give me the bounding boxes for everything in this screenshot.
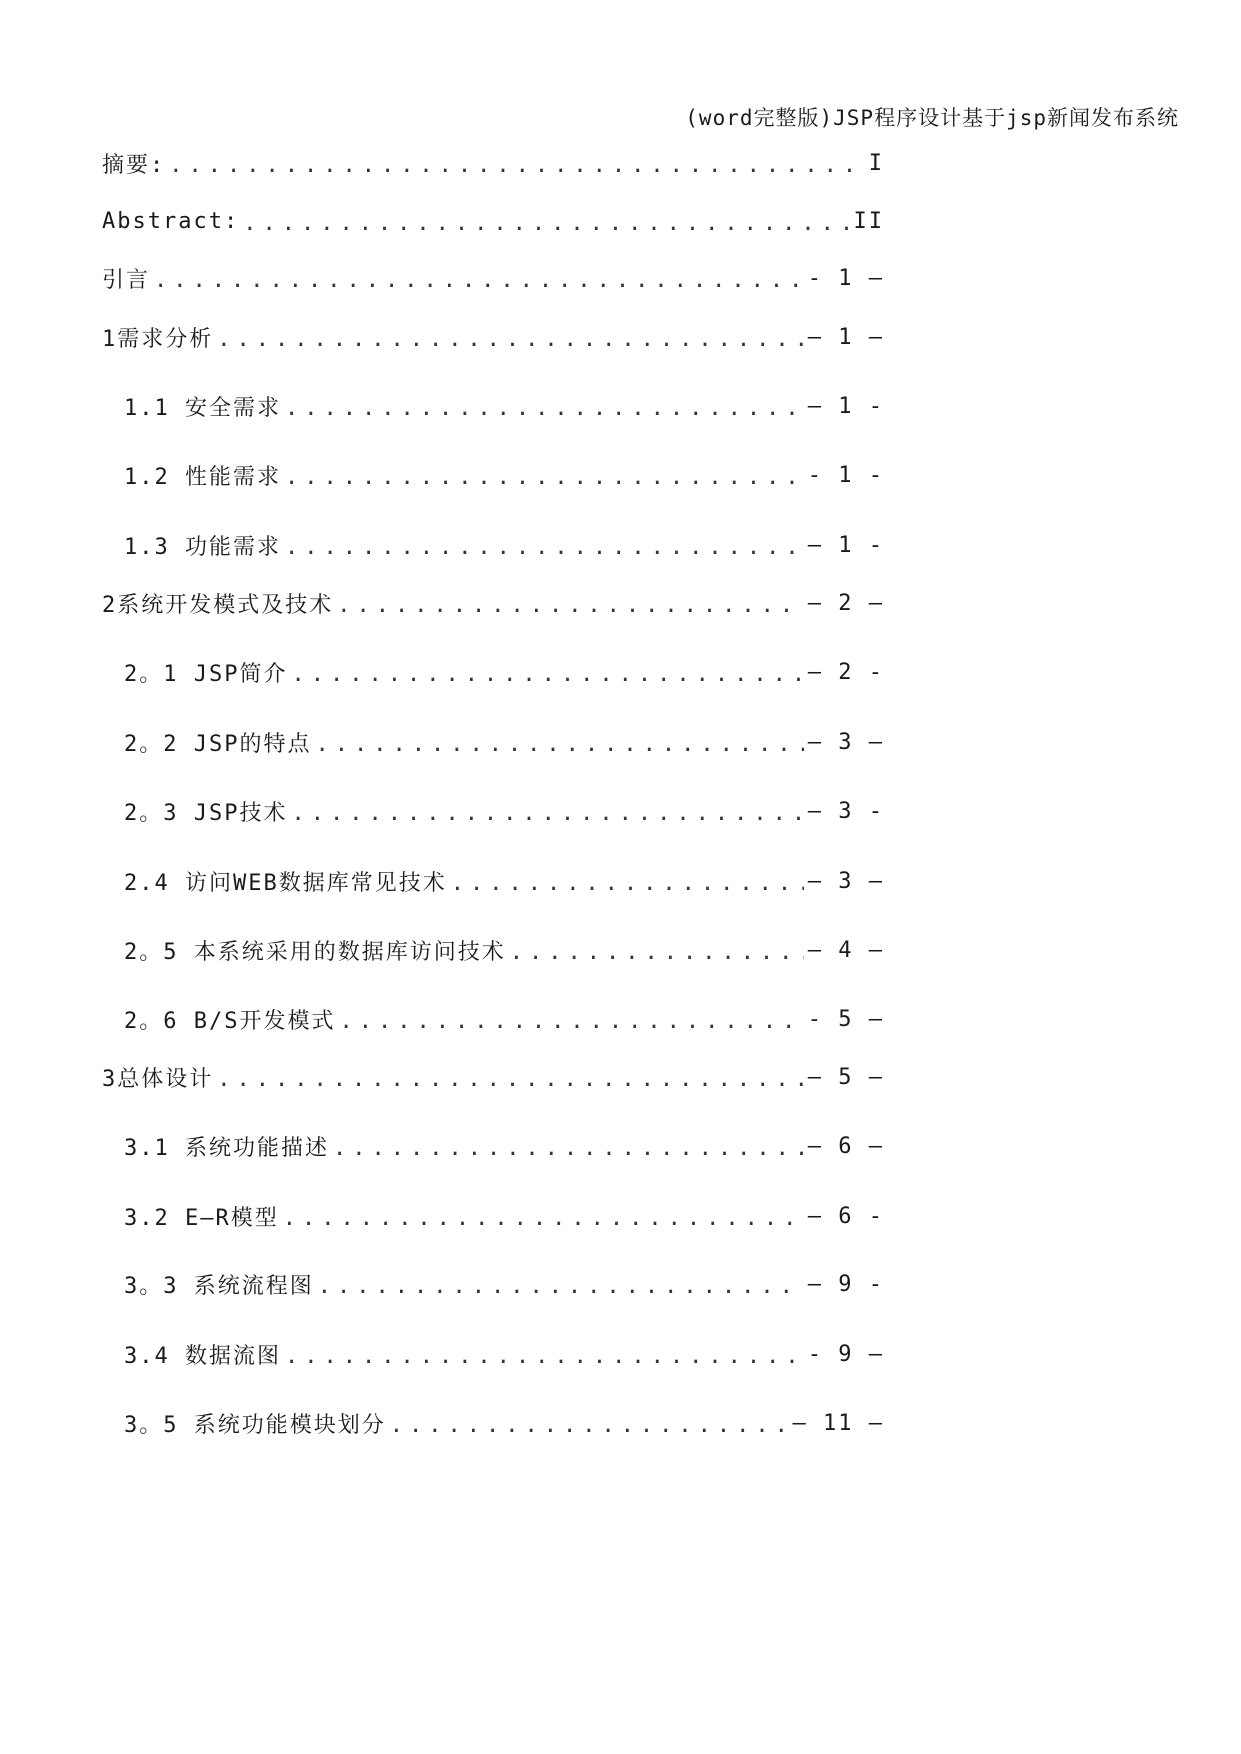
toc-dot-leader: [339, 1009, 803, 1034]
toc-entry-label: Abstract:: [102, 208, 240, 234]
toc-entry-page: - 9 —: [807, 1341, 884, 1367]
toc-entry[interactable]: [102, 260, 884, 296]
toc-dot-leader: [510, 940, 804, 965]
toc-dot-leader: [390, 1413, 789, 1438]
toc-entry[interactable]: [124, 1001, 884, 1037]
toc-entry-label: 2系统开发模式及技术: [102, 592, 334, 618]
toc-entry[interactable]: [124, 1266, 884, 1302]
toc-entry-label: 3。5 系统功能模块划分: [124, 1412, 386, 1438]
toc-entry-page: — 1 -: [807, 532, 884, 558]
toc-entry-page: — 2 —: [807, 590, 884, 616]
toc-dot-leader: [243, 211, 849, 236]
toc-entry-page: — 5 —: [807, 1064, 884, 1090]
toc-entry[interactable]: [124, 932, 884, 968]
toc-dot-leader: [285, 465, 804, 490]
toc-dot-leader: [217, 1067, 804, 1092]
toc-entry-page: - 5 —: [807, 1006, 884, 1032]
toc-entry-page: — 11 —: [792, 1410, 884, 1436]
toc-entry-label: 3.2 E—R模型: [124, 1205, 279, 1231]
toc-entry-label: 1.3 功能需求: [124, 534, 281, 560]
toc-dot-leader: [291, 801, 803, 826]
toc-entry-page: — 6 -: [807, 1203, 884, 1229]
toc-entry-label: 3。3 系统流程图: [124, 1273, 314, 1299]
toc-entry-label: 引言: [102, 267, 151, 293]
toc-entry[interactable]: [102, 145, 884, 181]
toc-entry[interactable]: [102, 319, 884, 355]
toc-entry-label: 3.1 系统功能描述: [124, 1135, 329, 1161]
toc-entry[interactable]: [124, 724, 884, 760]
toc-entry[interactable]: [124, 388, 884, 424]
page-header-title: (word完整版)JSP程序设计基于jsp新闻发布系统: [685, 106, 1179, 130]
toc-entry-label: 2.4 访问WEB数据库常见技术: [124, 870, 447, 896]
toc-entry-page: — 1 -: [807, 393, 884, 419]
toc-entry-page: — 3 —: [807, 729, 884, 755]
toc-entry[interactable]: [124, 863, 884, 899]
toc-entry-label: 1需求分析: [102, 326, 214, 352]
toc-entry-label: 2。1 JSP简介: [124, 661, 288, 687]
toc-dot-leader: [291, 662, 803, 687]
toc-entry[interactable]: [124, 1128, 884, 1164]
toc-dot-leader: [285, 396, 804, 421]
toc-entry[interactable]: [102, 203, 884, 239]
toc-dot-leader: [154, 268, 804, 293]
toc-entry[interactable]: [124, 793, 884, 829]
toc-entry[interactable]: [102, 1059, 884, 1095]
toc-entry-page: I: [868, 150, 884, 176]
toc-dot-leader: [285, 1344, 804, 1369]
toc-dot-leader: [337, 593, 804, 618]
toc-entry[interactable]: [124, 1198, 884, 1234]
toc-dot-leader: [318, 1274, 804, 1299]
toc-entry-label: 1.2 性能需求: [124, 464, 281, 490]
toc-entry-label: 2。6 B/S开发模式: [124, 1008, 336, 1034]
toc-dot-leader: [451, 871, 804, 896]
toc-entry[interactable]: [102, 585, 884, 621]
toc-entry-page: II: [853, 208, 884, 234]
toc-entry-label: 2。2 JSP的特点: [124, 731, 312, 757]
toc-entry[interactable]: [124, 654, 884, 690]
toc-entry[interactable]: [124, 457, 884, 493]
toc-entry-page: — 4 —: [807, 937, 884, 963]
toc-entry-page: — 9 -: [807, 1271, 884, 1297]
toc-entry-page: — 3 —: [807, 868, 884, 894]
toc-entry-label: 3总体设计: [102, 1066, 214, 1092]
toc-entry-page: — 2 -: [807, 659, 884, 685]
toc-entry-label: 摘要:: [102, 152, 166, 178]
toc-entry[interactable]: [124, 1405, 884, 1441]
toc-dot-leader: [169, 153, 865, 178]
toc-entry-page: — 1 —: [807, 324, 884, 350]
toc-entry-page: - 1 -: [807, 462, 884, 488]
toc-entry[interactable]: [124, 1336, 884, 1372]
toc-entry-label: 1.1 安全需求: [124, 395, 281, 421]
toc-entry-label: 2。3 JSP技术: [124, 800, 288, 826]
toc-entry[interactable]: [124, 527, 884, 563]
toc-entry-label: 3.4 数据流图: [124, 1343, 281, 1369]
toc-dot-leader: [217, 327, 804, 352]
toc-entry-page: - 1 —: [807, 265, 884, 291]
toc-entry-label: 2。5 本系统采用的数据库访问技术: [124, 939, 506, 965]
toc-entry-page: — 6 —: [807, 1133, 884, 1159]
toc-dot-leader: [285, 535, 804, 560]
toc-dot-leader: [283, 1206, 804, 1231]
toc-entry-page: — 3 -: [807, 798, 884, 824]
toc-dot-leader: [315, 732, 803, 757]
toc-dot-leader: [333, 1136, 804, 1161]
